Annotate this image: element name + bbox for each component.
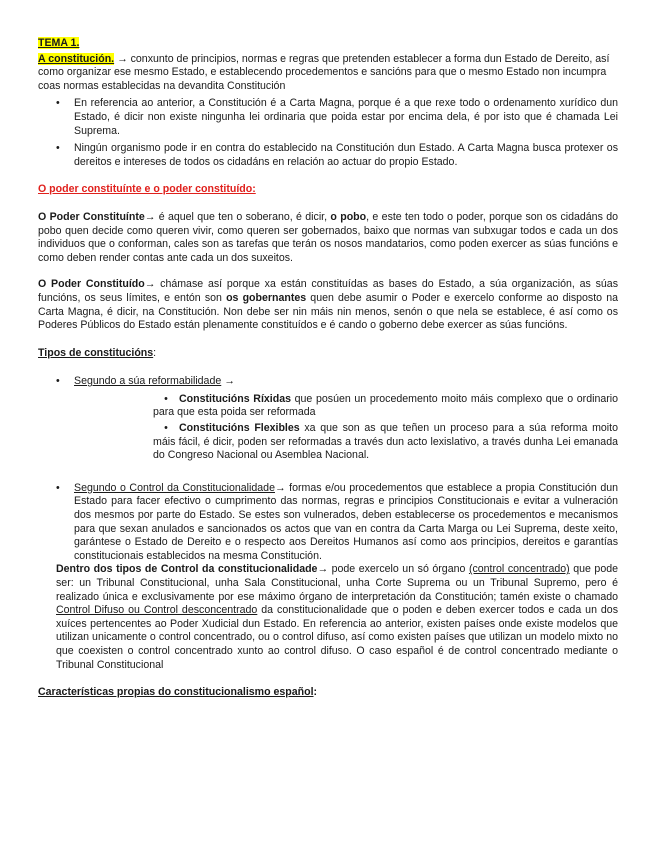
caracteristicas-heading-text: Características propias do constitucionalismo español	[38, 686, 314, 699]
flexibles-text: xa que son as que teñen un proceso para a súa reforma moito máis fácil, é dicir, poden ser reformadas a través dun acto lexislativo, a través dunha Lei emanada do Congreso Nacional ou Asemblea Nacional.	[153, 422, 618, 462]
arrow-icon: →	[317, 563, 329, 576]
arrow-icon: →	[117, 52, 128, 65]
intro-bullet-text: Ningún organismo pode ir en contra do establecido na Constitución dun Estado. A Carta Magna busca protexer os dereitos e intereses de todos os cidadáns en relación ao actuar do propio Estado.	[74, 142, 618, 168]
sub-bullet-icon: •	[164, 392, 168, 405]
control-difuso-underline: Control Difuso ou Control desconcentrado	[56, 604, 258, 617]
control-label: Segundo o Control da Constitucionalidade	[74, 481, 275, 494]
flexibles-item	[38, 422, 618, 463]
rigidas-text: que posúen un procedemento moito máis complexo que o ordinario para que esta poida ser reformada	[153, 392, 619, 419]
reform-bullet	[38, 375, 618, 389]
arrow-icon: →	[274, 481, 286, 494]
rigidas-term: Constitucións Ríxidas	[179, 392, 291, 405]
control-list	[38, 482, 618, 564]
arrow-icon: →	[221, 375, 235, 388]
intro-paragraph	[38, 53, 618, 94]
constituido-text: chámase así porque xa están constituídas as bases do Estado, a súa organización, as súas funcións, os seus límites, e entón son	[38, 278, 618, 304]
tipos-colon: :	[153, 346, 157, 359]
dentro-text: pode exercelo un só órgano	[328, 563, 469, 576]
intro-bullet-list	[38, 97, 618, 169]
tipos-heading-text: Tipos de constitucións	[38, 346, 154, 359]
arrow-icon: →	[144, 278, 156, 291]
reform-list	[38, 375, 618, 389]
reform-label: Segundo a súa reformabilidade	[74, 375, 222, 388]
document-page	[38, 37, 618, 700]
constituido-paragraph	[38, 278, 618, 332]
intro-bullet	[38, 97, 618, 138]
caracteristicas-heading	[38, 686, 618, 700]
constituido-text-2: quen debe asumir o Poder e exercelo conforme ao disposto na Carta Magna, é dicir, na Constitución. Non debe ser nin máis nin menos, senón o que nela se establece, é así como os Poderes Públicos do Estado están plenamente constituídos e é cando o goberno debe exercer as súas funcións.	[38, 291, 619, 332]
control-text: formas e/ou procedementos que establece a propia Constitución dun Estado para facer efectivo o cumprimento das normas, regras e principios Constitucionais e evitar a vulneración dos mesmos por parte do Estado. Se estes son vulnerados, deben establecerse os procedementos e mecanismos para que sexan anulados e sancionados os actos que van en contra da Carta Marga ou Lei Suprema, deste xeito, garántese o Estado de Dereito e o respecto aos Dereitos Humanos así como aos principios, dereitos e garantías constitucionais establecidos na mesma Constitución.	[74, 481, 618, 562]
reform-sublist	[38, 393, 618, 463]
poder-heading-text: O poder constituínte e o poder constituído:	[38, 183, 256, 196]
gobernantes-bold: os gobernantes	[226, 291, 307, 304]
control-concentrado-underline: (control concentrado)	[468, 563, 570, 576]
pobo-bold: o pobo	[330, 210, 367, 223]
intro-bullet	[38, 142, 618, 169]
dentro-text-3: da constitucionalidade que o poden e deben exercer todos e cada un dos xuíces pertencentes ao Poder Xudicial dun Estado. En referencia ao anterior, existen países onde existe modelos que utilizan unicamente o control concentrado, ou o control difuso, así como existen países que utilizan un modelo mixto no que coexisten o control concentrado xunto ao control difuso. O caso español é de control concentrado mediante o Tribunal Constitucional	[56, 604, 618, 671]
arrow-icon: →	[144, 210, 156, 223]
tema-title	[38, 37, 618, 51]
sub-bullet-icon: •	[164, 422, 168, 435]
constituinte-paragraph	[38, 211, 618, 265]
constituinte-term: O Poder Constituínte	[38, 210, 145, 223]
tipos-heading	[38, 347, 618, 361]
dentro-paragraph	[38, 563, 618, 672]
constituinte-text-2: , e este ten todo o poder, porque son os cidadáns do pobo quen decide como queren vivir, como queren ser gobernados, baixo que normas van subxugar todos e cada un dos individuos que o conforman, cales son as tarefas que terán os nosos mandatarios, como poden exercer as súas funcións e como deben render contas ante cada un dos suxeitos.	[38, 210, 619, 264]
constituinte-text: é aquel que ten o soberano, é dicir,	[155, 210, 331, 223]
intro-text: conxunto de principios, normas e regras que pretenden establecer a forma dun Estado de Dereito, así como organizar ese mesmo Estado, e establecendo procedementos e sancións para que o mesmo Estado non incumpra coas normas establecidas na devandita Constitución	[38, 52, 610, 92]
dentro-bold: Dentro dos tipos de Control da constitucionalidade	[56, 563, 318, 576]
intro-bullet-text: En referencia ao anterior, a Constitución é a Carta Magna, porque é a que rexe todo o ordenamento xurídico dun Estado, é dicir non existe ningunha lei ordinaria que poida estar por encima dela, é por isto que é chamada Lei Suprema.	[74, 97, 618, 137]
dentro-text-2: que pode ser: un Tribunal Constitucional, unha Sala Constitucional, unha Corte Suprema ou un Tribunal Supremo, pero é realizado única e exclusivamente por ese máximo órgano de interpretación da Constitución; tamén existe o chamado	[56, 563, 619, 603]
rigidas-item	[38, 393, 618, 420]
control-bullet	[38, 482, 618, 564]
poder-heading	[38, 183, 618, 197]
tema-label: TEMA 1.	[38, 37, 80, 49]
flexibles-term: Constitucións Flexibles	[179, 422, 300, 435]
caracteristicas-colon: :	[313, 686, 318, 699]
constitucion-term: A constitución.	[38, 52, 115, 65]
constituido-term: O Poder Constituído	[38, 278, 145, 291]
